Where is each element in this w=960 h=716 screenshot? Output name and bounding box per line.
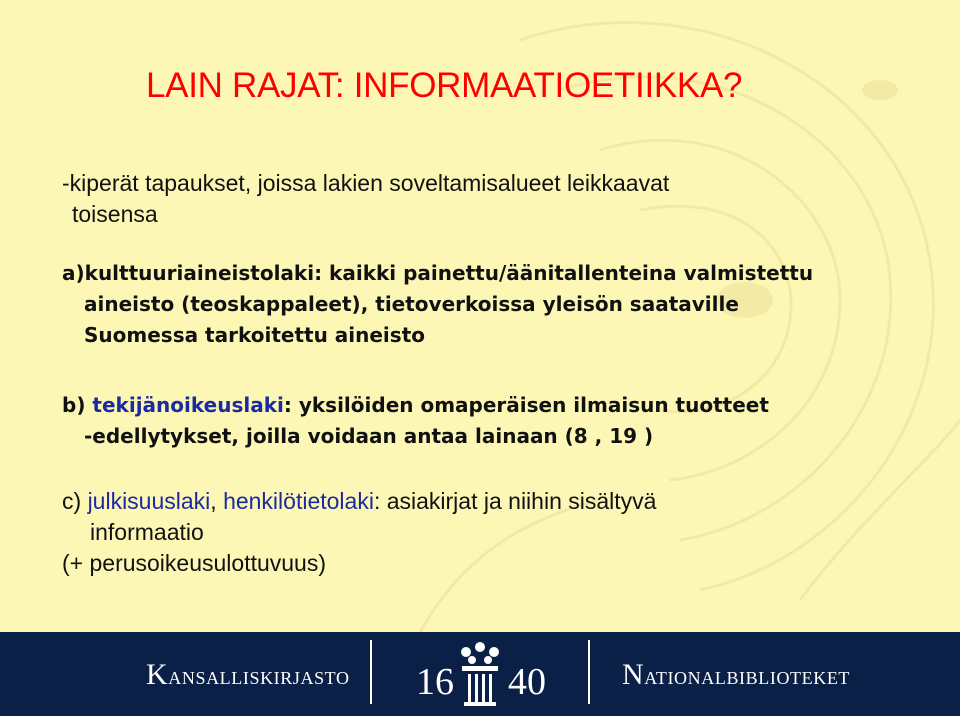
nationalbiblioteket-initial: N (622, 658, 645, 691)
intro-line-1: -kiperät tapaukset, joissa lakien soveltamisalueet leikkaavat (62, 170, 670, 196)
paragraph-b-prefix: b) (62, 393, 93, 417)
paragraph-b (62, 390, 769, 452)
slide-title: LAIN RAJAT: INFORMAATIOETIIKKA? (146, 66, 743, 105)
kansalliskirjasto-wordmark (146, 658, 350, 692)
paragraph-c-separator: , (210, 488, 224, 514)
paragraph-a-line-2: aineisto (teoskappaleet), tietoverkoissa yleisön saataville (84, 292, 739, 316)
paragraph-a-line-1 (62, 258, 813, 289)
library-1640-logo (402, 638, 558, 712)
paragraph-a-line-1-rest: : kaikki painettu/äänitallenteina valmistettu (314, 261, 814, 285)
henkilotietolaki-link[interactable]: henkilötietolaki (223, 488, 374, 514)
kulttuuriaineistolaki-term: kulttuuriaineistolaki (84, 261, 315, 285)
footer-divider-left (370, 640, 372, 704)
kansalliskirjasto-initial: K (146, 658, 169, 691)
nationalbiblioteket-rest: ATIONALBIBLIOTEKET (644, 668, 851, 688)
paragraph-intro (62, 168, 669, 230)
paragraph-a-prefix: a) (62, 261, 85, 285)
nationalbiblioteket-wordmark (622, 658, 850, 692)
paragraph-a-line-3: Suomessa tarkoitettu aineisto (84, 323, 425, 347)
logo-year-left: 16 (416, 661, 454, 703)
paragraph-b-line-1 (62, 390, 769, 421)
paragraph-a (62, 258, 813, 351)
paragraph-b-line-2: -edellytykset, joilla voidaan antaa lainaan (8 , 19 ) (84, 424, 654, 448)
column-capital-icon (456, 638, 504, 710)
footer-divider-right (588, 640, 590, 704)
paragraph-c-line-1 (62, 486, 656, 517)
tekijanoikeuslaki-link[interactable]: tekijänoikeuslaki (92, 393, 284, 417)
kansalliskirjasto-rest: ANSALLISKIRJASTO (168, 668, 350, 688)
paragraph-b-line-1-rest: : yksilöiden omaperäisen ilmaisun tuotteet (283, 393, 769, 417)
logo-year-right: 40 (508, 661, 546, 703)
paragraph-c-line-1-rest: : asiakirjat ja niihin sisältyvä (373, 488, 657, 514)
paragraph-c (62, 486, 656, 579)
footer-bar (0, 632, 960, 716)
intro-line-2: toisensa (72, 201, 158, 227)
paragraph-c-prefix: c) (62, 488, 88, 514)
paragraph-c-line-2: informaatio (90, 519, 204, 545)
julkisuuslaki-link[interactable]: julkisuuslaki (87, 488, 211, 514)
paragraph-c-line-3: (+ perusoikeusulottuvuus) (62, 550, 327, 576)
